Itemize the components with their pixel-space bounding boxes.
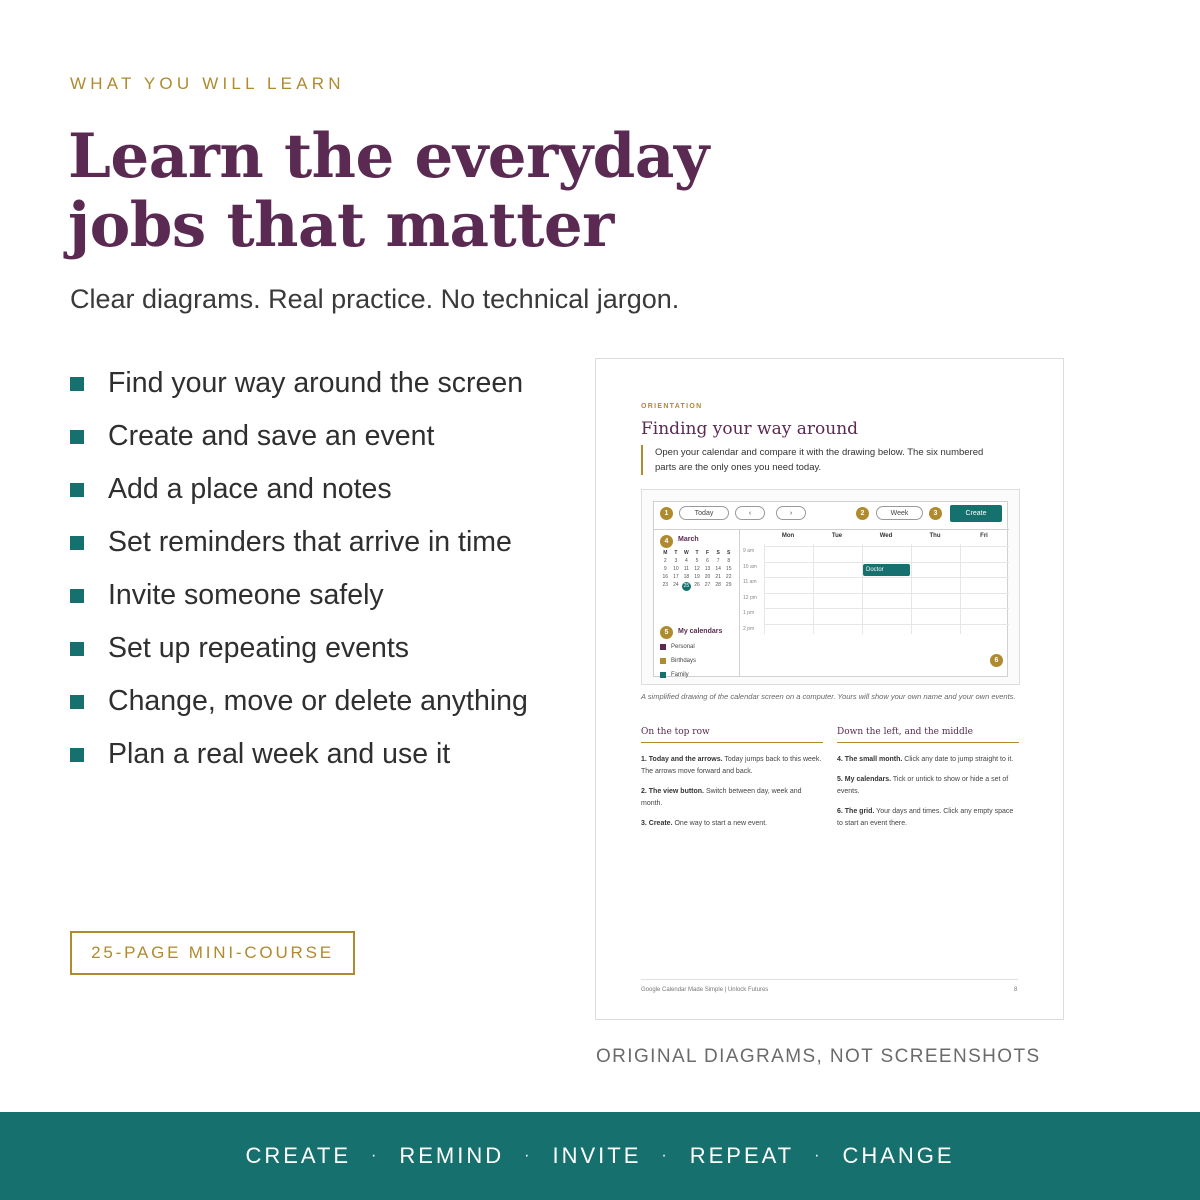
doctor-event: Doctor	[863, 564, 910, 576]
calendar-item	[660, 658, 696, 664]
doc-page-number: 8	[1014, 987, 1018, 993]
mini-date-label: 15	[725, 566, 732, 572]
explanation-lead: 2. The view button.	[641, 788, 705, 795]
mini-date-label: 26	[694, 582, 700, 588]
explanation-text: One way to start a new event.	[672, 820, 768, 827]
mini-date	[702, 582, 713, 591]
mini-date-label: 10	[673, 566, 679, 572]
doc-footer-rule	[641, 979, 1018, 980]
calendar-item	[660, 672, 689, 678]
mini-date	[660, 574, 671, 580]
explanation-lead: 4. The small month.	[837, 756, 903, 763]
explanation-item	[641, 818, 823, 830]
time-label: 11 am	[743, 579, 757, 585]
mini-date-label: 18	[683, 574, 690, 580]
mini-date-label: 6	[706, 558, 709, 564]
calendar-diagram	[641, 489, 1020, 685]
square-bullet-icon	[70, 695, 84, 709]
doc-eyebrow: ORIENTATION	[641, 403, 703, 410]
mini-date	[702, 566, 713, 572]
weekday-head: T	[695, 550, 699, 556]
feature-item	[70, 682, 530, 721]
column-left-middle	[837, 727, 1019, 838]
explanation-item	[641, 786, 823, 810]
mini-date-label: 21	[715, 574, 721, 580]
footer-separator: ·	[524, 1147, 533, 1164]
mini-date	[660, 566, 671, 572]
weekday-head: W	[684, 550, 689, 556]
mini-date	[681, 574, 692, 580]
calendar-name: Personal	[671, 644, 695, 650]
explanation-text: Click any date to jump straight to it.	[902, 756, 1014, 763]
mini-date-label: 19	[694, 574, 700, 580]
feature-item	[70, 576, 530, 615]
weekday-head: F	[706, 550, 710, 556]
calendar-name: Family	[671, 672, 689, 678]
square-bullet-icon	[70, 430, 84, 444]
mini-date	[692, 566, 703, 572]
subheadline: Clear diagrams. Real practice. No technical jargon.	[70, 284, 680, 314]
footer-word: INVITE	[552, 1143, 642, 1168]
grid-row-line	[764, 593, 1009, 594]
mini-date	[671, 574, 682, 580]
headline-line-2: jobs that matter	[68, 190, 614, 261]
feature-item	[70, 523, 530, 562]
feature-item	[70, 364, 530, 403]
marker-2: 2	[856, 507, 869, 520]
mini-date-label: 9	[663, 566, 667, 572]
grid-row-line	[764, 624, 1009, 625]
mini-date-label: 28	[715, 582, 721, 588]
feature-list	[70, 364, 530, 788]
weekday-head: S	[716, 550, 720, 556]
mini-date	[723, 582, 734, 591]
explanation-item	[837, 806, 1019, 830]
doc-footer-text: Google Calendar Made Simple | Unlock Futures	[641, 987, 769, 993]
mini-date-label: 12	[694, 566, 700, 572]
doc-title: Finding your way around	[641, 419, 859, 439]
grid-column-line	[813, 544, 814, 634]
mini-date-label: 3	[674, 558, 678, 564]
explanation-item	[837, 754, 1019, 766]
week-grid	[740, 530, 1009, 677]
explanation-lead: 3. Create.	[641, 820, 673, 827]
week-view-button: Week	[876, 506, 923, 520]
doc-intro: Open your calendar and compare it with the drawing below. The six numbered parts are the only ones you need today.	[641, 445, 991, 475]
mini-date-label: 23	[662, 582, 669, 588]
mini-course-badge: 25-PAGE MINI-COURSE	[70, 931, 355, 975]
headline-line-1: Learn the everyday	[68, 121, 709, 192]
footer-word: CREATE	[245, 1143, 352, 1168]
time-label: 2 pm	[743, 625, 755, 632]
square-bullet-icon	[70, 483, 84, 497]
day-label: Thu	[929, 533, 941, 539]
day-label: Mon	[781, 533, 795, 539]
mini-date-label: 7	[716, 558, 720, 564]
time-label: 10 am	[743, 563, 757, 570]
explanation-lead: 1. Today and the arrows.	[641, 756, 723, 763]
calendar-name: Birthdays	[671, 658, 697, 664]
time-label: 1 pm	[743, 610, 755, 616]
image-caption: ORIGINAL DIAGRAMS, NOT SCREENSHOTS	[596, 1046, 1041, 1067]
calendar-color-swatch	[660, 658, 666, 664]
mini-date	[681, 566, 692, 572]
mini-date-label: 4	[685, 558, 688, 564]
footer-separator: ·	[661, 1147, 670, 1164]
marker-3: 3	[929, 507, 942, 520]
explanation-lead: 6. The grid.	[837, 808, 875, 815]
marker-6: 6	[990, 654, 1003, 667]
mini-date	[713, 566, 724, 572]
grid-row-line	[764, 562, 1009, 563]
feature-item	[70, 735, 530, 774]
feature-item	[70, 470, 530, 509]
mini-date-label: 27	[704, 582, 711, 588]
feature-item	[70, 417, 530, 456]
footer-separator: ·	[371, 1147, 380, 1164]
grid-row-line	[764, 577, 1009, 578]
mini-date	[692, 558, 703, 564]
mini-date	[723, 574, 734, 580]
feature-text: Change, move or delete anything	[108, 685, 528, 717]
next-arrow-icon: ›	[776, 506, 806, 520]
feature-text: Set up repeating events	[108, 632, 410, 664]
marker-1: 1	[660, 507, 673, 520]
explanation-item	[837, 774, 1019, 798]
mini-date	[702, 574, 713, 580]
grid-column-line	[764, 544, 765, 634]
square-bullet-icon	[70, 748, 84, 762]
mini-date	[713, 558, 724, 564]
calendar-item	[660, 644, 695, 650]
footer-band	[0, 1112, 1200, 1200]
mini-date	[660, 558, 671, 564]
column-top-row	[641, 727, 823, 838]
weekday-head: T	[674, 550, 678, 556]
mini-date-label: 5	[695, 558, 699, 564]
mini-date	[671, 566, 682, 572]
mini-date	[713, 574, 724, 580]
square-bullet-icon	[70, 642, 84, 656]
explanation-text: Switch between day, week and month.	[641, 788, 802, 807]
time-label: 9 am	[743, 548, 755, 554]
calendar-color-swatch	[660, 644, 666, 650]
mini-date-label: 22	[725, 574, 732, 580]
mini-date	[723, 566, 734, 572]
mini-date-label: 13	[704, 566, 711, 572]
marker-5: 5	[660, 626, 673, 639]
mini-date-label: 17	[673, 574, 679, 580]
explanation-text: Tick or untick to show or hide a set of events.	[837, 776, 1009, 795]
footer-word: CHANGE	[842, 1143, 955, 1168]
mini-month-grid	[660, 550, 734, 591]
mini-date	[692, 582, 703, 591]
grid-column-line	[862, 544, 863, 634]
diagram-caption: A simplified drawing of the calendar screen on a computer. Yours will show your own name and your own events.	[641, 692, 1016, 701]
mini-month-title: March	[678, 536, 699, 543]
mini-date-label: 16	[662, 574, 669, 580]
prev-arrow-icon: ‹	[735, 506, 765, 520]
footer-word: REPEAT	[689, 1143, 795, 1168]
feature-item	[70, 629, 530, 668]
headline	[68, 122, 768, 260]
document-preview	[595, 358, 1064, 1020]
grid-column-line	[960, 544, 961, 634]
my-calendars-title: My calendars	[678, 628, 723, 635]
feature-text: Find your way around the screen	[108, 367, 524, 399]
explanation-item	[641, 754, 823, 778]
footer-word: REMIND	[399, 1143, 505, 1168]
mini-date-label: 8	[727, 558, 731, 564]
feature-text: Create and save an event	[108, 420, 435, 452]
square-bullet-icon	[70, 589, 84, 603]
mini-date	[681, 582, 692, 591]
mini-date	[671, 582, 682, 591]
create-button: Create	[950, 505, 1002, 522]
mini-date-label: 20	[704, 574, 711, 580]
column-heading: On the top row	[641, 727, 823, 743]
square-bullet-icon	[70, 377, 84, 391]
mini-date-label: 24	[673, 582, 679, 588]
feature-text: Plan a real week and use it	[108, 738, 451, 770]
today-button: Today	[679, 506, 729, 520]
day-label: Fri	[980, 533, 988, 539]
mini-date	[713, 582, 724, 591]
feature-text: Set reminders that arrive in time	[108, 526, 512, 558]
day-label: Wed	[879, 533, 893, 539]
time-label: 12 pm	[743, 594, 757, 601]
feature-text: Invite someone safely	[108, 579, 384, 611]
column-heading: Down the left, and the middle	[837, 727, 1019, 743]
mini-date-label: 14	[715, 566, 721, 572]
grid-column-line	[911, 544, 912, 634]
weekday-head: M	[663, 550, 668, 556]
footer-separator: ·	[814, 1147, 823, 1164]
mini-date	[671, 558, 682, 564]
mini-date	[692, 574, 703, 580]
mini-date-label: 11	[683, 566, 690, 572]
grid-row-line	[764, 608, 1009, 609]
explanation-text: Today jumps back to this week. The arrows move forward and back.	[641, 756, 822, 775]
mini-date-label: 2	[663, 558, 667, 564]
explanation-text: Your days and times. Click any empty space to start an event there.	[837, 808, 1014, 827]
eyebrow-label: WHAT YOU WILL LEARN	[70, 74, 345, 93]
mini-date-label: 29	[725, 582, 732, 588]
mini-date	[723, 558, 734, 564]
mini-date	[660, 582, 671, 591]
calendar-app-drawing	[653, 501, 1008, 677]
explanation-lead: 5. My calendars.	[837, 776, 892, 783]
calendar-color-swatch	[660, 672, 666, 678]
mini-date	[681, 558, 692, 564]
square-bullet-icon	[70, 536, 84, 550]
day-label: Tue	[831, 533, 843, 539]
mini-date	[702, 558, 713, 564]
grid-row-line	[764, 546, 1009, 547]
feature-text: Add a place and notes	[108, 473, 392, 505]
weekday-head: S	[727, 550, 731, 556]
marker-4: 4	[660, 535, 673, 548]
mini-date-label: 25	[683, 583, 690, 589]
